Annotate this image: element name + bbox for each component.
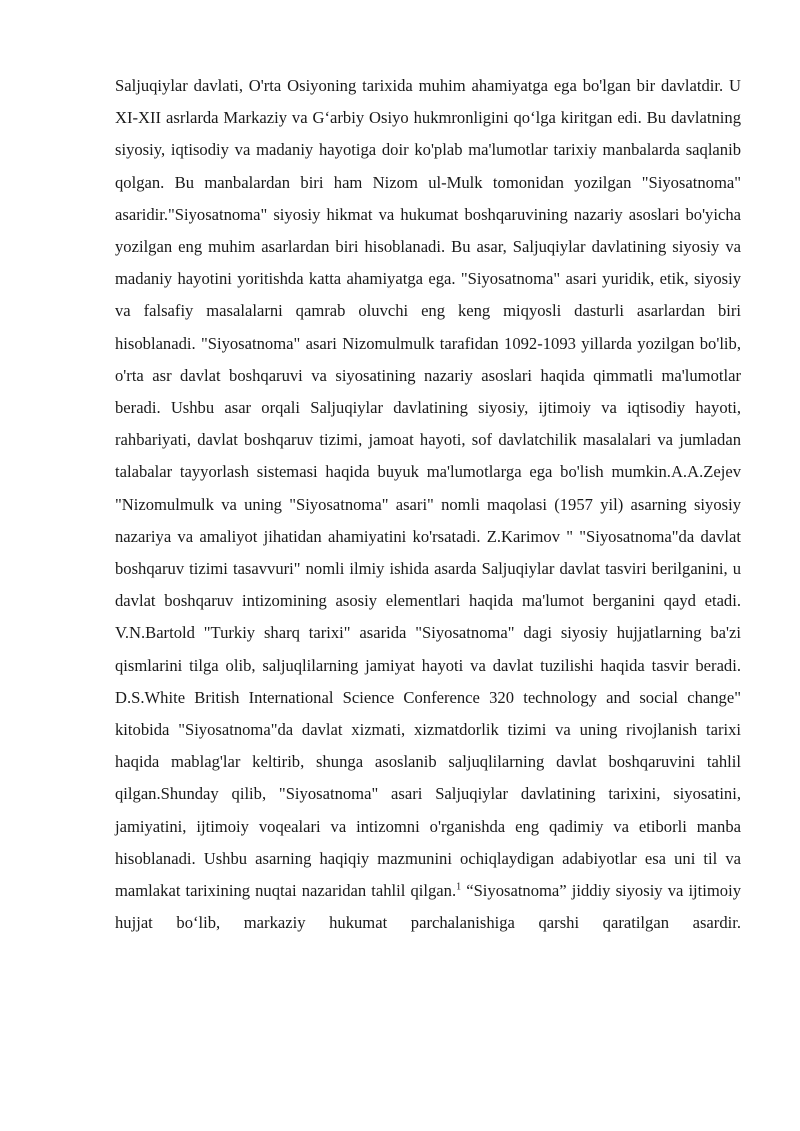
paragraph-text-continued: “Siyosatnoma” jiddiy siyosiy va ijtimoiy hujjat bo‘lib, markaziy hukumat parchalanishiga qarshi qaratilgan asardir.	[115, 881, 741, 933]
paragraph-text: Saljuqiylar davlati, O'rta Osiyoning tarixida muhim ahamiyatga ega bo'lgan bir davlatdir. U XI-XII asrlarda Markaziy va G‘arbiy Osiyo hukmronligini qo‘lga kiritgan edi. Bu davlatning siyosiy, iqtisodiy va madaniy hayotiga doir ko'plab ma'lumotlar tarixiy manbalarda saqlanib qolgan. Bu manbalardan biri ham Nizom ul-Mulk tomonidan yozilgan "Siyosatnoma" asaridir."Siyosatnoma" siyosiy hikmat va hukumat boshqaruvining nazariy asoslari bo'yicha yozilgan eng muhim asarlardan biri hisoblanadi. Bu asar, Saljuqiylar davlatining siyosiy va madaniy hayotini yoritishda katta ahamiyatga ega. "Siyosatnoma" asari yuridik, etik, siyosiy va falsafiy masalalarni qamrab oluvchi eng keng miqyosli dasturli asarlardan biri hisoblanadi. "Siyosatnoma" asari Nizomulmulk tarafidan 1092-1093 yillarda yozilgan bo'lib, o'rta asr davlat boshqaruvi va siyosatining nazariy asoslari haqida qimmatli ma'lumotlar beradi. Ushbu asar orqali Saljuqiylar davlatining siyosiy, ijtimoiy va iqtisodiy hayoti, rahbariyati, davlat boshqaruv tizimi, jamoat hayoti, sof davlatchilik masalalari va jumladan talabalar tayyorlash sistemasi haqida buyuk ma'lumotlarga ega bo'lish mumkin.A.A.Zejev "Nizomulmulk va uning "Siyosatnoma" asari" nomli maqolasi (1957 yil) asarning siyosiy nazariya va amaliyot jihatidan ahamiyatini ko'rsatadi. Z.Karimov " "Siyosatnoma"da davlat boshqaruv tizimi tasavvuri" nomli ilmiy ishida asarda Saljuqiylar davlat tasviri berilganini, u davlat boshqaruv intizomining asosiy elementlari haqida ma'lumot berganini qayd etadi. V.N.Bartold "Turkiy sharq tarixi" asarida "Siyosatnoma" dagi siyosiy hujjatlarning ba'zi qismlarini tilga olib, saljuqlilarning jamiyat hayoti va davlat tuzilishi haqida tasvir beradi. D.S.White British International Science Conference 320 technology and social change" kitobida "Siyosatnoma"da davlat xizmati, xizmatdorlik tizimi va uning rivojlanish tarixi haqida mablag'lar keltirib, shunga asoslanib saljuqlilarning davlat boshqaruvini tahlil qilgan.Shunday qilib, "Siyosatnoma" asari Saljuqiylar davlatining tarixini, siyosatini, jamiyatini, ijtimoiy voqealari va intizomni o'rganishda eng qadimiy va etiborli manba hisoblanadi. Ushbu asarning haqiqiy mazmunini ochiqlaydigan adabiyotlar esa uni til va mamlakat tarixining nuqtai nazaridan tahlil qilgan.	[115, 76, 741, 901]
body-paragraph	[115, 70, 741, 939]
footnote-marker[interactable]: 1	[456, 881, 462, 893]
document-page	[115, 70, 741, 939]
